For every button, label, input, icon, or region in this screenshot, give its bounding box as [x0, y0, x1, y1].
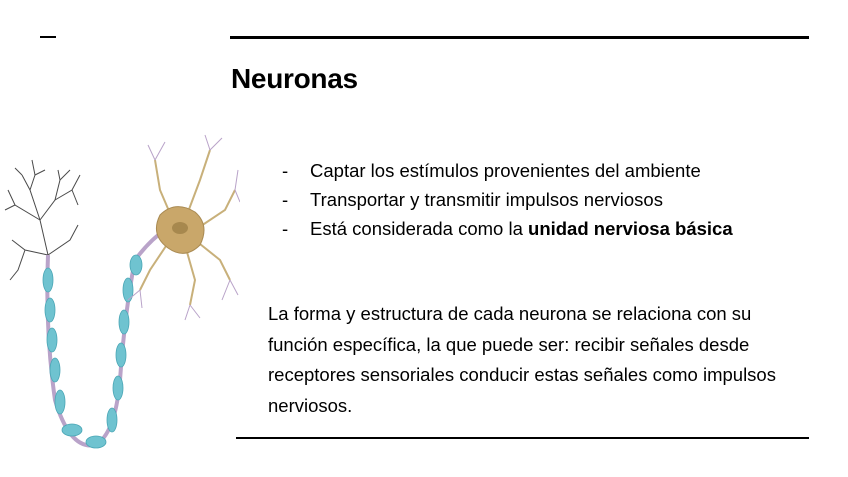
- bullet-item: [282, 156, 733, 185]
- myelin-sheath: [43, 255, 142, 448]
- top-divider: [230, 36, 809, 39]
- bullet-list: [282, 156, 733, 243]
- description-paragraph: La forma y estructura de cada neurona se relaciona con su función específica, la que puede ser: recibir señales desde receptores sensoriales conducir estas señales como impulsos nerviosos.: [268, 303, 776, 416]
- bullet-text: Transportar y transmitir impulsos nerviosos: [310, 189, 663, 210]
- bullet-item: [282, 214, 733, 243]
- bullet-dash: -: [282, 218, 289, 239]
- bullet-item: [282, 185, 733, 214]
- axon-terminals: [5, 160, 80, 280]
- nucleus: [172, 222, 188, 234]
- slide-title: Neuronas: [231, 63, 358, 94]
- bullet-bold-text: unidad nerviosa básica: [528, 218, 733, 239]
- bullet-text: Está considerada como la: [310, 218, 529, 239]
- neuron-illustration: [0, 130, 240, 460]
- bullet-text: Captar los estímulos provenientes del ambiente: [310, 160, 701, 181]
- dash-mark: [40, 36, 56, 38]
- bullet-dash: -: [282, 189, 289, 210]
- axon: [47, 230, 165, 445]
- bullet-dash: -: [282, 160, 289, 181]
- bottom-divider: [236, 437, 809, 439]
